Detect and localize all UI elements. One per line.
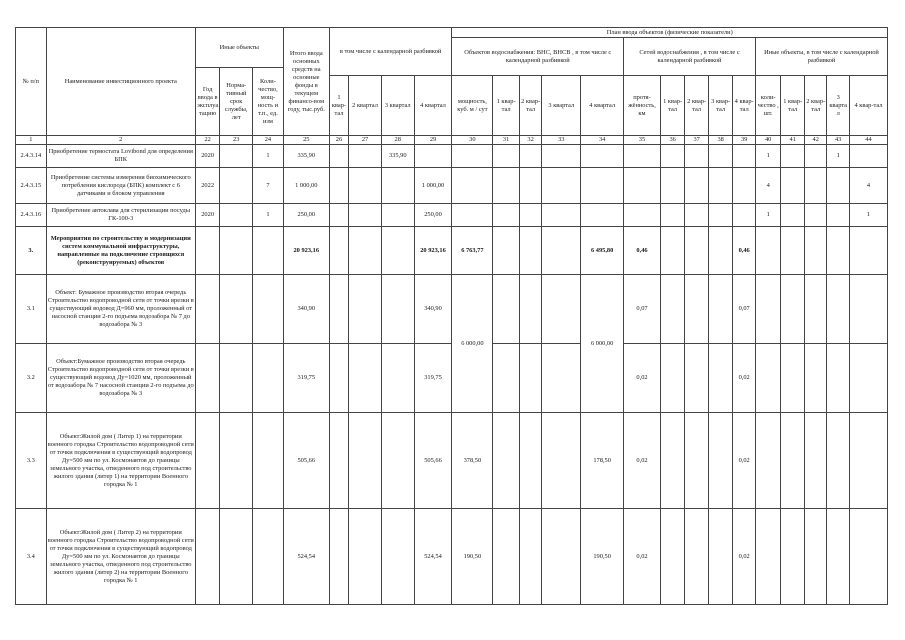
col-number: 22 <box>195 136 220 145</box>
empty-cell <box>708 168 733 204</box>
empty-cell <box>849 344 887 413</box>
empty-cell <box>542 227 581 275</box>
empty-cell <box>685 168 709 204</box>
empty-cell <box>519 344 541 413</box>
empty-cell <box>519 168 541 204</box>
row-q4: 340,90 <box>414 275 452 344</box>
table-row <box>16 145 888 168</box>
col-number: 26 <box>329 136 348 145</box>
empty-cell <box>542 145 581 168</box>
col-number: 39 <box>733 136 755 145</box>
table-row <box>16 227 888 275</box>
header-capacity: мощность, куб. м / сут <box>452 76 493 136</box>
empty-cell <box>519 145 541 168</box>
row-nq4: 0,02 <box>733 344 755 413</box>
header-name: Наименование инвестиционного проекта <box>46 28 195 136</box>
row-length: 0,07 <box>624 275 661 344</box>
empty-cell <box>755 227 781 275</box>
empty-cell <box>329 168 348 204</box>
table-row <box>16 168 888 204</box>
row-name: Приобретение автоклава для стерилизации посуды ГК-100-3 <box>46 204 195 227</box>
header-other-plan: Иные объекты, в том числе с календарной разбивкой <box>755 38 887 76</box>
row-no: 3.1 <box>16 275 47 344</box>
row-name: Объект: Бумажное производство вторая очередь Строительство водопроводной сети от точки врезки в существующий водовод Д=960 мм, проложенный от насосной станции 2-го подъема водозабора № 7 до водозабора № 3 <box>46 275 195 344</box>
header-norm: Норма-тивный срок службы, лет <box>220 68 253 136</box>
empty-cell <box>542 275 581 344</box>
empty-cell <box>685 413 709 509</box>
empty-cell <box>660 275 685 344</box>
col-number: 33 <box>542 136 581 145</box>
empty-cell <box>195 509 220 605</box>
empty-cell <box>581 204 624 227</box>
empty-cell <box>452 204 493 227</box>
header-wq1: 1 квар-тал <box>493 76 520 136</box>
empty-cell <box>329 145 348 168</box>
empty-cell <box>781 344 805 413</box>
header-nq4: 4 квар-тал <box>733 76 755 136</box>
header-plan: План ввода объектов (физические показатели) <box>452 28 888 38</box>
empty-cell <box>660 145 685 168</box>
empty-cell <box>329 227 348 275</box>
empty-cell <box>329 344 348 413</box>
header-water-objects: Объектов водоснабжения: ВНС, ВНСВ , в том числе с календарной разбивкой <box>452 38 624 76</box>
empty-cell <box>195 275 220 344</box>
header-wq3: 3 квартал <box>542 76 581 136</box>
header-q3: 3 квартал <box>381 76 414 136</box>
empty-cell <box>349 145 382 168</box>
empty-cell <box>804 168 826 204</box>
empty-cell <box>220 275 253 344</box>
row-q3: 335,90 <box>381 145 414 168</box>
header-no: № п/п <box>16 28 47 136</box>
table-row <box>16 275 888 344</box>
header-length: протя-жённость, км <box>624 76 661 136</box>
col-number: 24 <box>253 136 284 145</box>
col-number: 31 <box>493 136 520 145</box>
header-networks: Сетей водоснабжения , в том числе с календарной разбивкой <box>624 38 756 76</box>
empty-cell <box>253 413 284 509</box>
empty-cell <box>349 413 382 509</box>
row-q4: 250,00 <box>414 204 452 227</box>
col-number: 30 <box>452 136 493 145</box>
row-count: 1 <box>755 145 781 168</box>
empty-cell <box>660 204 685 227</box>
empty-cell <box>827 275 849 344</box>
empty-cell <box>493 275 520 344</box>
empty-cell <box>253 509 284 605</box>
empty-cell <box>781 204 805 227</box>
empty-cell <box>624 168 661 204</box>
empty-cell <box>755 413 781 509</box>
row-oq4: 4 <box>849 168 887 204</box>
empty-cell <box>827 413 849 509</box>
col-number: 23 <box>220 136 253 145</box>
empty-cell <box>827 204 849 227</box>
empty-cell <box>827 227 849 275</box>
empty-cell <box>827 344 849 413</box>
empty-cell <box>381 509 414 605</box>
empty-cell <box>220 145 253 168</box>
row-count: 4 <box>755 168 781 204</box>
investment-table <box>15 27 888 605</box>
empty-cell <box>781 413 805 509</box>
empty-cell <box>493 204 520 227</box>
row-capacity: 6 000,00 <box>452 275 493 413</box>
row-length: 0,02 <box>624 344 661 413</box>
empty-cell <box>253 227 284 275</box>
empty-cell <box>519 509 541 605</box>
col-number: 40 <box>755 136 781 145</box>
empty-cell <box>827 168 849 204</box>
empty-cell <box>581 145 624 168</box>
empty-cell <box>493 145 520 168</box>
row-q4: 1 000,00 <box>414 168 452 204</box>
empty-cell <box>660 413 685 509</box>
empty-cell <box>220 344 253 413</box>
row-oq3: 1 <box>827 145 849 168</box>
empty-cell <box>329 509 348 605</box>
row-qty: 1 <box>253 145 284 168</box>
row-length: 0,02 <box>624 509 661 605</box>
empty-cell <box>708 275 733 344</box>
empty-cell <box>349 344 382 413</box>
empty-cell <box>220 204 253 227</box>
row-capacity: 190,50 <box>452 509 493 605</box>
row-qty: 1 <box>253 204 284 227</box>
row-no: 2.4.3.14 <box>16 145 47 168</box>
empty-cell <box>493 413 520 509</box>
row-year: 2022 <box>195 168 220 204</box>
row-length: 0,02 <box>624 413 661 509</box>
col-number: 38 <box>708 136 733 145</box>
empty-cell <box>755 344 781 413</box>
empty-cell <box>493 344 520 413</box>
empty-cell <box>542 413 581 509</box>
table-row <box>16 413 888 509</box>
empty-cell <box>804 344 826 413</box>
col-number: 37 <box>685 136 709 145</box>
empty-cell <box>827 509 849 605</box>
empty-cell <box>220 168 253 204</box>
empty-cell <box>220 413 253 509</box>
row-no: 3.3 <box>16 413 47 509</box>
empty-cell <box>349 204 382 227</box>
empty-cell <box>660 509 685 605</box>
empty-cell <box>804 227 826 275</box>
empty-cell <box>542 204 581 227</box>
empty-cell <box>519 204 541 227</box>
col-number: 28 <box>381 136 414 145</box>
header-count: коли-чество , шт. <box>755 76 781 136</box>
col-number: 36 <box>660 136 685 145</box>
empty-cell <box>685 509 709 605</box>
empty-cell <box>542 168 581 204</box>
row-name: Объект:Бумажное производство вторая очередь Строительство водопроводной сети от точки врезки в существующий водовод Ду=1020 мм, проложенный от водозабора № 7 насосной станции 2-го подъема до водозабора № 3 <box>46 344 195 413</box>
empty-cell <box>195 227 220 275</box>
row-capacity: 378,50 <box>452 413 493 509</box>
empty-cell <box>195 413 220 509</box>
empty-cell <box>349 509 382 605</box>
row-q4: 20 923,16 <box>414 227 452 275</box>
empty-cell <box>220 227 253 275</box>
empty-cell <box>804 509 826 605</box>
empty-cell <box>660 227 685 275</box>
empty-cell <box>685 344 709 413</box>
empty-cell <box>519 413 541 509</box>
empty-cell <box>849 413 887 509</box>
empty-cell <box>493 168 520 204</box>
header-oq1: 1 квар-тал <box>781 76 805 136</box>
empty-cell <box>849 509 887 605</box>
empty-cell <box>849 145 887 168</box>
empty-cell <box>381 227 414 275</box>
empty-cell <box>685 145 709 168</box>
header-other-objects: Иные объекты <box>195 28 283 68</box>
empty-cell <box>329 413 348 509</box>
empty-cell <box>493 509 520 605</box>
empty-cell <box>349 168 382 204</box>
col-number: 27 <box>349 136 382 145</box>
row-count: 1 <box>755 204 781 227</box>
empty-cell <box>349 275 382 344</box>
row-name: Объект:Жилой дом ( Литер 1) на территории военного городка Строительство водопроводной сети от точки подключения в существующий водопровод Ду=500 мм по ул. Космонавтов до границы земельного участка, отведенного под строительство жилого здания (литер 1) на территории Военного городка № 1 <box>46 413 195 509</box>
empty-cell <box>542 509 581 605</box>
header-q1: 1 квар-тал <box>329 76 348 136</box>
empty-cell <box>781 168 805 204</box>
empty-cell <box>781 275 805 344</box>
column-number-row <box>16 136 888 145</box>
header-wq2: 2 квар-тал <box>519 76 541 136</box>
header-q2: 2 квартал <box>349 76 382 136</box>
empty-cell <box>804 145 826 168</box>
header-qty: Коли-чество, мощ-ность и т.п., ед. изм <box>253 68 284 136</box>
row-nq4: 0,02 <box>733 413 755 509</box>
row-total: 340,90 <box>283 275 329 344</box>
row-total: 505,66 <box>283 413 329 509</box>
row-name: Приобретение системы измерения биохимического потребления кислорода (БПК) комплект с 6 датчиками и блоком управления <box>46 168 195 204</box>
empty-cell <box>381 168 414 204</box>
row-total: 319,75 <box>283 344 329 413</box>
row-total: 524,54 <box>283 509 329 605</box>
empty-cell <box>733 204 755 227</box>
empty-cell <box>849 275 887 344</box>
empty-cell <box>781 145 805 168</box>
header-nq3: 3 квар-тал <box>708 76 733 136</box>
row-no: 3.2 <box>16 344 47 413</box>
empty-cell <box>519 275 541 344</box>
table-row <box>16 509 888 605</box>
empty-cell <box>493 227 520 275</box>
row-q4: 524,54 <box>414 509 452 605</box>
col-number: 2 <box>46 136 195 145</box>
row-total: 20 923,16 <box>283 227 329 275</box>
header-total: Итого ввода основных средств на основные фонды в текущем финансо-вом году, тыс.руб. <box>283 28 329 136</box>
empty-cell <box>381 204 414 227</box>
header-wq4: 4 квартал <box>581 76 624 136</box>
empty-cell <box>685 227 709 275</box>
row-wq4: 190,50 <box>581 509 624 605</box>
header-quarterly: в том числе с календарной разбивкой <box>329 28 452 76</box>
row-name: Объект:Жилой дом ( Литер 2) на территории военного городка Строительство водопроводной сети от точки подключения в существующий водопровод Ду=500 мм по ул. Космонавтов до границы земельного участка, отведенного под строительство жилого здания (литер 2) на территории Военного городка № 1 <box>46 509 195 605</box>
row-year: 2020 <box>195 204 220 227</box>
row-no: 3. <box>16 227 47 275</box>
empty-cell <box>220 509 253 605</box>
empty-cell <box>755 275 781 344</box>
empty-cell <box>542 344 581 413</box>
empty-cell <box>685 204 709 227</box>
row-qty: 7 <box>253 168 284 204</box>
table-row <box>16 344 888 413</box>
row-name: Мероприятия по строительству и модернизации систем коммунальной инфраструктуры, направленные на подключение строящихся (реконструируемых) объектов <box>46 227 195 275</box>
row-name: Приобретение термостата Lovibond для определения БПК <box>46 145 195 168</box>
col-number: 44 <box>849 136 887 145</box>
empty-cell <box>414 145 452 168</box>
row-nq4: 0,02 <box>733 509 755 605</box>
empty-cell <box>708 145 733 168</box>
empty-cell <box>781 509 805 605</box>
header-oq4: 4 квар-тал <box>849 76 887 136</box>
row-total: 250,00 <box>283 204 329 227</box>
header-nq1: 1 квар-тал <box>660 76 685 136</box>
row-no: 3.4 <box>16 509 47 605</box>
header-oq2: 2 квар-тал <box>804 76 826 136</box>
row-no: 2.4.3.16 <box>16 204 47 227</box>
col-number: 25 <box>283 136 329 145</box>
empty-cell <box>708 509 733 605</box>
empty-cell <box>381 413 414 509</box>
empty-cell <box>781 227 805 275</box>
empty-cell <box>581 168 624 204</box>
empty-cell <box>708 204 733 227</box>
header-nq2: 2 квар-тал <box>685 76 709 136</box>
header-q4: 4 квартал <box>414 76 452 136</box>
empty-cell <box>733 145 755 168</box>
empty-cell <box>381 275 414 344</box>
empty-cell <box>685 275 709 344</box>
col-number: 41 <box>781 136 805 145</box>
empty-cell <box>708 344 733 413</box>
header-year: Год ввода в эксплуатацию <box>195 68 220 136</box>
empty-cell <box>804 275 826 344</box>
header-oq3: 3 квартал <box>827 76 849 136</box>
empty-cell <box>804 413 826 509</box>
row-wq4: 178,50 <box>581 413 624 509</box>
empty-cell <box>755 509 781 605</box>
row-nq4: 0,07 <box>733 275 755 344</box>
empty-cell <box>519 227 541 275</box>
empty-cell <box>624 204 661 227</box>
empty-cell <box>624 145 661 168</box>
row-capacity: 6 763,77 <box>452 227 493 275</box>
row-q4: 505,66 <box>414 413 452 509</box>
row-nq4: 0,46 <box>733 227 755 275</box>
col-number: 29 <box>414 136 452 145</box>
empty-cell <box>804 204 826 227</box>
row-length: 0,46 <box>624 227 661 275</box>
row-year: 2020 <box>195 145 220 168</box>
col-number: 43 <box>827 136 849 145</box>
empty-cell <box>660 344 685 413</box>
col-number: 34 <box>581 136 624 145</box>
empty-cell <box>349 227 382 275</box>
row-q4: 319,75 <box>414 344 452 413</box>
row-no: 2.4.3.15 <box>16 168 47 204</box>
empty-cell <box>329 275 348 344</box>
empty-cell <box>708 413 733 509</box>
empty-cell <box>660 168 685 204</box>
col-number: 32 <box>519 136 541 145</box>
empty-cell <box>253 275 284 344</box>
empty-cell <box>253 344 284 413</box>
row-total: 1 000,00 <box>283 168 329 204</box>
row-oq4: 1 <box>849 204 887 227</box>
row-total: 335,90 <box>283 145 329 168</box>
empty-cell <box>329 204 348 227</box>
empty-cell <box>195 344 220 413</box>
empty-cell <box>708 227 733 275</box>
col-number: 42 <box>804 136 826 145</box>
col-number: 1 <box>16 136 47 145</box>
empty-cell <box>452 145 493 168</box>
empty-cell <box>849 227 887 275</box>
empty-cell <box>452 168 493 204</box>
empty-cell <box>733 168 755 204</box>
row-wq4: 6 000,00 <box>581 275 624 413</box>
empty-cell <box>381 344 414 413</box>
col-number: 35 <box>624 136 661 145</box>
table-row <box>16 204 888 227</box>
row-wq4: 6 495,80 <box>581 227 624 275</box>
